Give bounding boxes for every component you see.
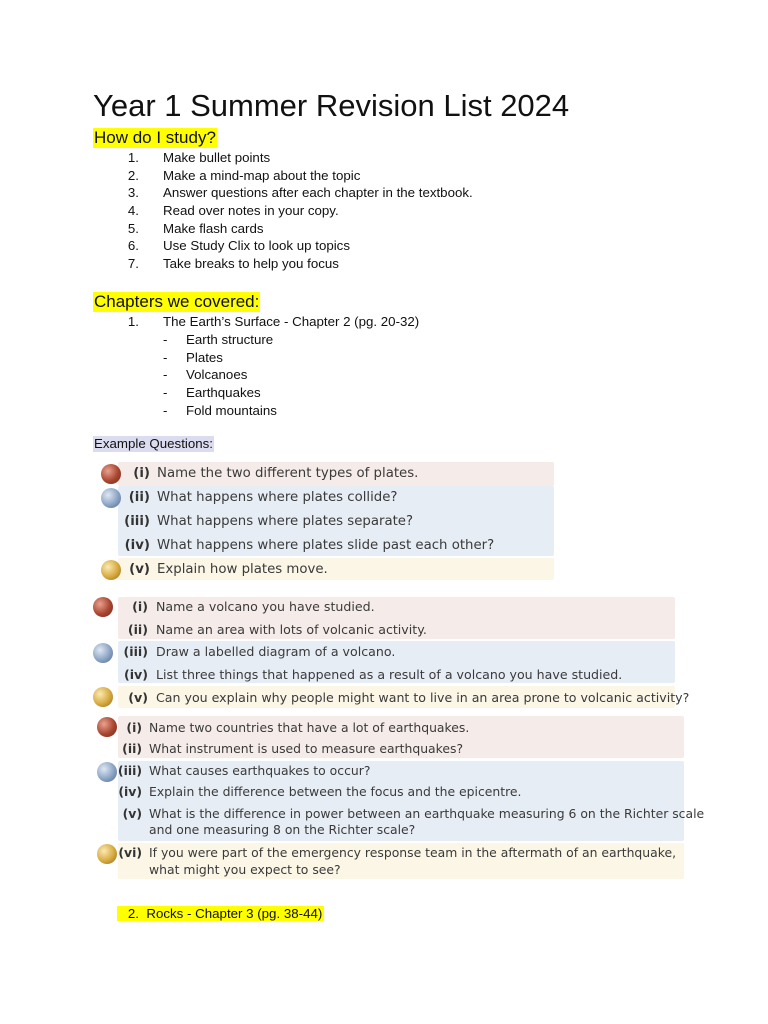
chapter2-item	[117, 906, 324, 922]
chapters-heading: Chapters we covered:	[94, 292, 260, 311]
study-heading: How do I study?	[94, 128, 216, 147]
page-title: Year 1 Summer Revision List 2024	[93, 88, 570, 123]
chapter2-highlight: 2. Rocks - Chapter 3 (pg. 38-44)	[117, 906, 324, 921]
example-questions-label: Example Questions:	[94, 436, 213, 451]
